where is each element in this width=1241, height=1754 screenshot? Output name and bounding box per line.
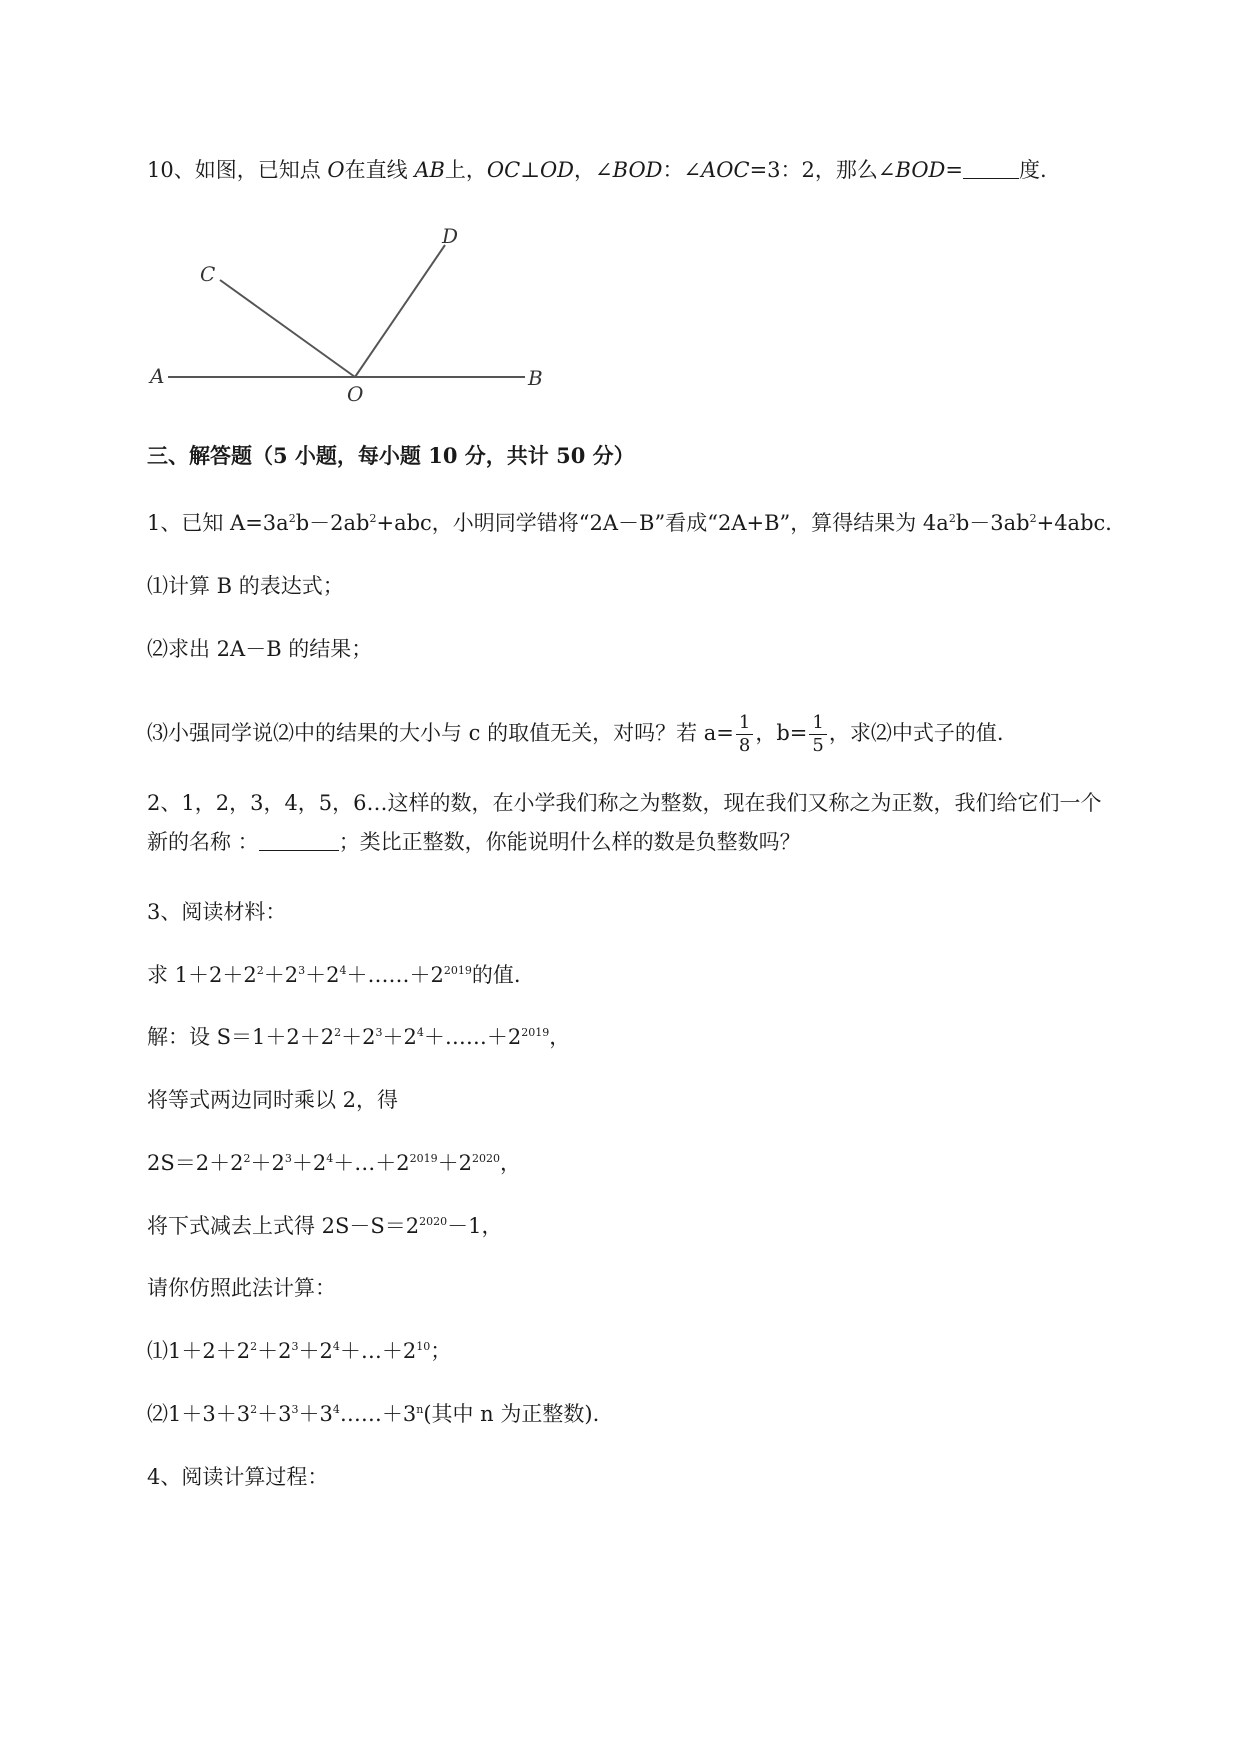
p3-text: 将下式减去上式得 2S－S＝2 [147,1214,420,1238]
exponent: 2 [250,1403,258,1416]
exponent: 3 [291,1340,299,1353]
p3-text: ＋2 [291,1151,327,1175]
exponent: 2 [256,964,264,977]
exponent: 2019 [521,1026,550,1039]
answer-blank [259,830,339,851]
problem-1-part-3 [147,712,1004,757]
exponent: 3 [298,964,306,977]
q10-text: = [945,158,963,182]
exponent: 10 [416,1340,431,1353]
problem-3-line: 将等式两边同时乘以 2，得 [147,1088,399,1112]
p3-text: ＋…＋2 [333,1151,410,1175]
p3-text: 的值. [471,963,521,987]
problem-1-part-1: ⑴计算 B 的表达式； [147,574,344,598]
p1-text: ，b= [755,721,808,745]
exponent: 2 [250,1340,258,1353]
q10-line-ab: AB [414,158,445,182]
ray-oc [220,280,355,377]
q10-text: 在直线 [344,158,415,182]
p1-text: ，求⑵中式子的值. [828,721,1004,745]
p3-text: ＋2 [305,963,340,987]
p3-text: ， [549,1025,571,1049]
exponent: 2020 [471,1152,500,1165]
p1-text: ⑶小强同学说⑵中的结果的大小与 c 的取值无关，对吗？若 a= [147,721,734,745]
angle-figure [140,215,560,405]
exponent: 4 [416,1026,424,1039]
problem-3-line [147,1022,570,1052]
label-c: C [200,262,216,286]
p1-text: b－2ab [295,511,370,535]
p3-text: ， [499,1151,521,1175]
q10-text: 度. [1018,158,1047,182]
exponent: 2 [369,512,377,525]
q10-ray-od: OD [539,158,575,182]
p3-text: 2S＝2＋2 [147,1151,244,1175]
problem-4-title: 4、阅读计算过程： [147,1465,329,1489]
exponent: 3 [284,1152,292,1165]
label-a: A [150,364,165,388]
exponent: 2 [948,512,956,525]
q10-ray-oc: OC [486,158,521,182]
problem-3-title: 3、阅读材料： [147,900,287,924]
exponent: 4 [332,1403,340,1416]
p3-text: ＋2 [437,1151,472,1175]
q10-text: 上， [444,158,487,182]
p3-text: ⑵1＋3＋3 [147,1402,251,1426]
p3-text: ⑴1＋2＋2 [147,1339,251,1363]
p3-text: 求 1＋2＋2 [147,963,257,987]
q10-angle-bod: BOD [612,158,663,182]
p3-text: ＋3 [257,1402,292,1426]
problem-3-line [147,1148,521,1178]
fraction-numerator: 1 [736,712,753,735]
q10-angle-aoc: AOC [701,158,750,182]
q10-point-o: O [327,158,345,182]
problem-2-line-1: 2、1，2，3，4，5，6…这样的数，在小学我们称之为整数，现在我们又称之为正数，我们给它们一个 [147,791,1102,815]
p2-text: ；类比正整数，你能说明什么样的数是负整数吗？ [338,830,801,854]
exponent: 4 [339,964,347,977]
label-o: O [347,382,364,405]
p3-text: ＋2 [298,1339,333,1363]
problem-2-line-2 [147,827,801,857]
exponent: 2 [243,1152,251,1165]
problem-3-line [147,1211,503,1241]
p3-text: 解：设 S＝1＋2＋2 [147,1025,335,1049]
fraction-denominator: 5 [812,735,824,756]
section-heading: 三、解答题（5 小题，每小题 10 分，共计 50 分） [147,443,635,468]
p3-text: ＋2 [250,1151,285,1175]
q10-text: ：∠ [662,158,702,182]
exponent: 2 [1029,512,1037,525]
p3-text: ＋……＋2 [346,963,444,987]
q10-text: 10、如图，已知点 [147,158,328,182]
p3-text: ……＋3 [339,1402,417,1426]
p1-text: b－3ab [955,511,1030,535]
ray-od [355,245,445,377]
problem-3-line [147,1399,599,1429]
p3-text: ＋2 [341,1025,376,1049]
p3-text: (其中 n 为正整数). [423,1402,600,1426]
q10-text: ，∠ [574,158,613,182]
exponent: 4 [326,1152,334,1165]
p1-text: +4abc． [1036,511,1127,535]
exponent: 3 [291,1403,299,1416]
label-b: B [528,366,543,390]
fraction-denominator: 8 [738,735,751,756]
exponent: 4 [332,1340,340,1353]
p3-text: ＋2 [257,1339,292,1363]
p1-text: +abc，小明同学错将“2A－B”看成“2A+B”，算得结果为 4a [376,511,949,535]
exponent: 2 [288,512,296,525]
fraction [736,712,753,757]
problem-3-line [147,960,521,990]
q10-angle-bod-2: BOD [895,158,946,182]
p3-text: ＋2 [382,1025,417,1049]
problem-1 [147,508,1126,538]
exponent: 2 [334,1026,342,1039]
p3-text: ＋3 [298,1402,333,1426]
p3-text: ＋…＋2 [339,1339,417,1363]
exponent: n [416,1403,424,1416]
fraction-numerator: 1 [809,712,826,735]
exponent: 2019 [443,964,472,977]
p1-text: 1、已知 A=3a [147,511,289,535]
p3-text: －1， [447,1214,503,1238]
problem-1-part-2: ⑵求出 2A－B 的结果； [147,637,373,661]
label-d: D [442,224,459,248]
p3-text: ＋2 [263,963,299,987]
problem-3-line: 请你仿照此法计算： [147,1276,336,1300]
question-10 [147,155,1047,185]
p3-text: ＋……＋2 [423,1025,522,1049]
perpendicular-symbol: ⊥ [520,158,540,182]
problem-3-line [147,1336,451,1366]
fraction [809,712,826,757]
exponent: 2019 [409,1152,438,1165]
p2-text: 新的名称 ： [147,830,259,854]
answer-blank [963,158,1019,179]
p3-text: ； [430,1339,452,1363]
exponent: 3 [375,1026,383,1039]
q10-text: =3：2，那么∠ [749,158,896,182]
exponent: 2020 [419,1215,448,1228]
